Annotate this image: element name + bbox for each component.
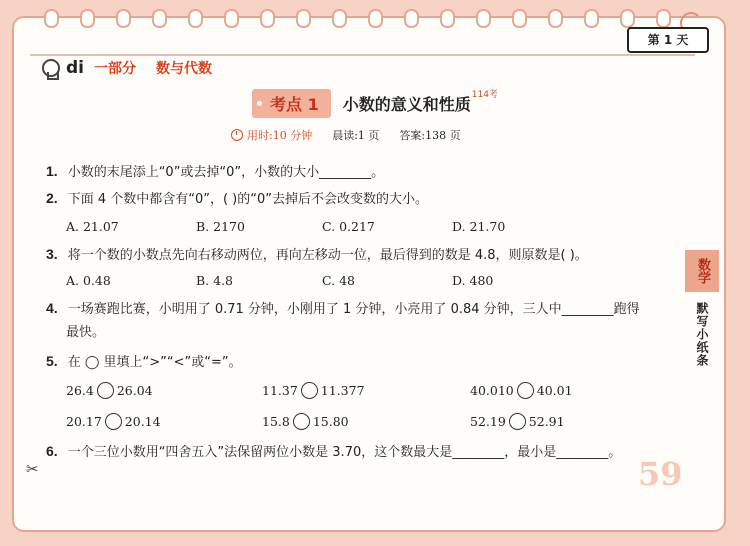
compare-item [470, 382, 573, 399]
option-d: D. 480 [452, 273, 494, 288]
answer-circle[interactable] [293, 413, 310, 430]
question-1 [46, 161, 384, 183]
part-label: 一部分 [94, 61, 136, 77]
compare-item [262, 382, 365, 399]
question-4 [46, 298, 640, 320]
part-title: 数与代数 [156, 61, 212, 77]
answer-circle[interactable] [105, 413, 122, 430]
question-number: 4. [46, 300, 58, 316]
compare-right: 26.04 [116, 383, 153, 398]
question-6 [46, 441, 621, 463]
option-d: D. 21.70 [452, 219, 506, 234]
clock-icon [231, 129, 243, 141]
compare-left: 52.19 [470, 414, 506, 429]
answer-circle[interactable] [509, 413, 526, 430]
option-c: C. 48 [322, 273, 355, 288]
topic-title: 小数的意义和性质 [342, 95, 471, 114]
compare-left: 20.17 [66, 414, 102, 429]
compare-left: 11.37 [262, 383, 298, 398]
compare-right: 15.80 [312, 414, 349, 429]
question-number: 3. [46, 246, 58, 262]
time-info [231, 127, 312, 143]
topic-heading [0, 89, 750, 118]
option-b: B. 4.8 [196, 273, 234, 288]
option-c: C. 0.217 [322, 219, 375, 234]
compare-right: 40.01 [536, 383, 573, 398]
compare-item [262, 413, 349, 430]
question-number: 6. [46, 443, 58, 459]
scissors-icon: ✂ [26, 460, 39, 478]
answer-circle[interactable] [97, 382, 114, 399]
question-text: 小数的末尾添上“0”或去掉“0”，小数的大小________。 [67, 165, 385, 180]
side-tab-subject: 数学 [695, 258, 710, 284]
compare-right: 52.91 [528, 414, 565, 429]
option-b: B. 2170 [196, 219, 245, 234]
di-label: di [66, 58, 84, 78]
compare-right: 11.377 [320, 383, 365, 398]
time-text: 用时:10 分钟 [247, 129, 313, 142]
question-4-continued: 最快。 [66, 325, 106, 340]
question-text: 在 ◯ 里填上“>”“<”或“=”。 [67, 355, 242, 370]
compare-right: 20.14 [124, 414, 161, 429]
question-text: 一个三位小数用“四舍五入”法保留两位小数是 3.70，这个数最大是________，最小是________。 [67, 445, 622, 460]
binding-rings [44, 9, 694, 29]
answer-circle[interactable] [517, 382, 534, 399]
question-number: 1. [46, 163, 58, 179]
question-2 [46, 188, 428, 210]
compare-left: 40.010 [470, 383, 514, 398]
question-text: 下面 4 个数中都含有“0”，( )的“0”去掉后不会改变数的大小。 [67, 192, 428, 207]
morning-read-text: 晨读:1 页 [332, 129, 380, 142]
compare-item [66, 413, 161, 430]
mascot-icon [42, 59, 60, 77]
question-text: 将一个数的小数点先向右移动两位，再向左移动一位，最后得到的数是 4.8，则原数是( )。 [67, 248, 588, 263]
compare-left: 15.8 [262, 414, 290, 429]
day-tab: 第 1 天 [627, 27, 709, 53]
question-5 [46, 351, 242, 373]
topic-page-ref: 114考 [471, 90, 498, 100]
question-number: 2. [46, 190, 58, 206]
side-tab-label: 默写小纸条 [695, 302, 709, 367]
meta-info [231, 127, 461, 143]
option-a: A. 21.07 [66, 219, 119, 234]
answer-circle[interactable] [301, 382, 318, 399]
page-number: 59 [638, 455, 683, 493]
question-text: 一场赛跑比赛，小明用了 0.71 分钟，小刚用了 1 分钟，小亮用了 0.84 分钟，三人中________跑得 [67, 302, 640, 317]
compare-left: 26.4 [66, 383, 94, 398]
topic-badge: 考点 1 [252, 89, 331, 118]
compare-item [470, 413, 565, 430]
section-header [42, 56, 212, 80]
question-3 [46, 244, 588, 266]
question-number: 5. [46, 353, 58, 369]
compare-item [66, 382, 153, 399]
answer-ref-text: 答案:138 页 [399, 129, 461, 142]
option-a: A. 0.48 [66, 273, 111, 288]
